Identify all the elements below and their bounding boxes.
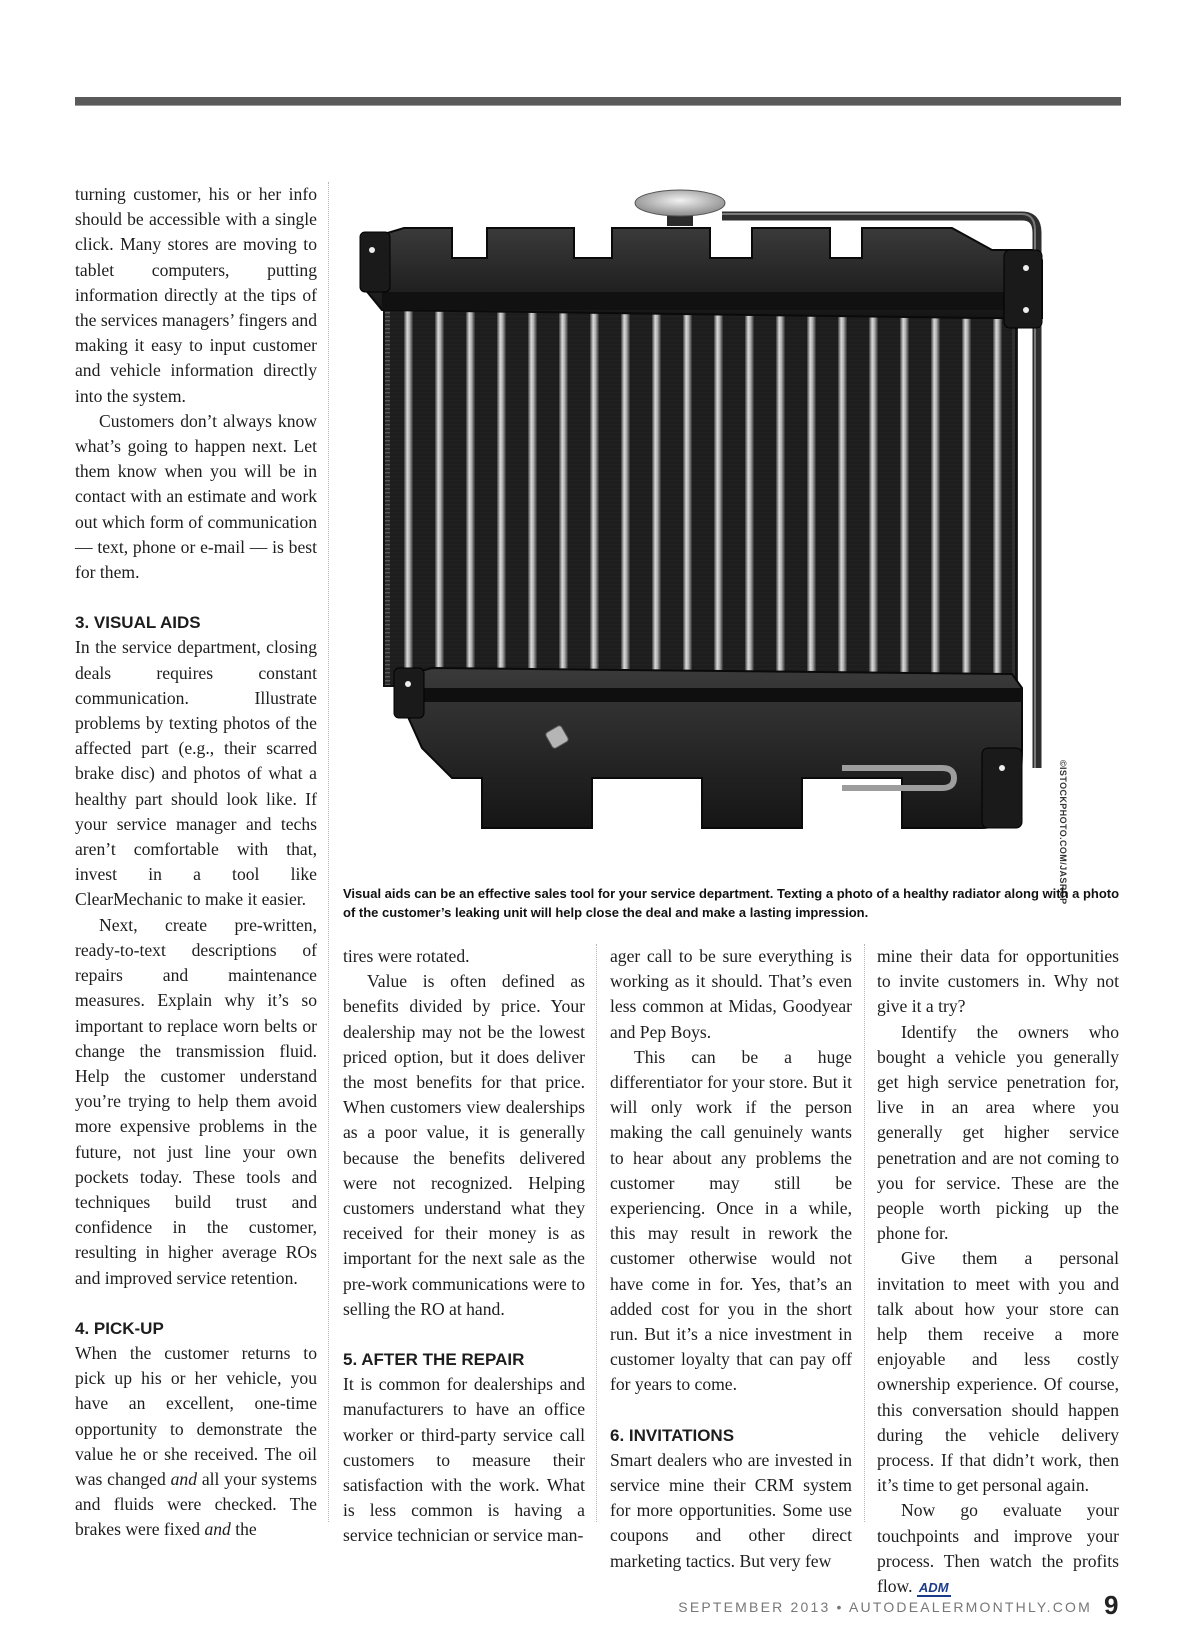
- paragraph: Smart dealers who are invested in service mine their CRM system for more opportunities. Some use coupons and other direct marketing tactics. But very few: [610, 1449, 852, 1571]
- section-heading-invitations: 6. INVITATIONS: [610, 1425, 735, 1445]
- photo-caption: Visual aids can be an effective sales tool for your service department. Texting a photo of a healthy radiator along with a photo of the customer’s leaking unit will help close the deal and make a lasting impression.: [343, 886, 1120, 920]
- radiator-photo: [342, 188, 1122, 880]
- paragraph: Identify the owners who bought a vehicle you generally get high service penetration for, live in an area where you generally get higher service penetration and are not coming to you for service. These are the people worth picking up the phone for.: [877, 1021, 1119, 1244]
- paragraph: tires were rotated.: [343, 946, 470, 966]
- paragraph: ager call to be sure everything is working as it should. That’s even less common at Midas, Goodyear and Pep Boys.: [610, 946, 852, 1042]
- section-heading-visual-aids: 3. VISUAL AIDS: [75, 613, 201, 633]
- paragraph: Give them a personal invitation to meet with you and talk about how your store can help them receive a more enjoyable and less costly ownership experience. Of course, this conversation should happen during the vehicle delivery process. If that didn’t work, then it’s time to get personal again.: [877, 1248, 1119, 1496]
- paragraph: turning customer, his or her info should be accessible with a single click. Many stores are moving to tablet computers, putting information directly at the tips of the services managers’ fingers and making it easy to input customer and vehicle information directly into the system.: [75, 184, 317, 406]
- paragraph: It is common for dealerships and manufacturers to have an office worker or third-party service call customers to measure their satisfaction with the work. What is less common is having a service technician or service man-: [343, 1374, 585, 1546]
- paragraph: Customers don’t always know what’s going to happen next. Let them know when you will be in contact with an estimate and work out which form of communication — text, phone or e-mail — is best for them.: [75, 410, 317, 583]
- column-4: [877, 944, 1119, 1600]
- paragraph: When the customer returns to pick up his or her vehicle, you have an excellent, one-time opportunity to demonstrate the value he or she received. The oil was changed and all your systems and fluids were checked. The brakes were fixed and the: [75, 1342, 317, 1540]
- column-divider: [328, 182, 329, 1522]
- header-rule: [75, 97, 1121, 106]
- paragraph: Next, create pre-written, ready-to-text descriptions of repairs and maintenance measures. Explain why it’s so important to replace worn belts or change the transmission fluid. Help the customer understand you’re trying to help them avoid more expensive problems in the future, not just line your own pockets today. These tools and techniques build trust and confidence in the customer, resulting in higher average ROs and improved service retention.: [75, 914, 317, 1288]
- section-heading-pick-up: 4. PICK-UP: [75, 1318, 164, 1338]
- paragraph: Now go evaluate your touchpoints and improve your process. Then watch the profits flow. ADM: [877, 1500, 1119, 1597]
- photo-credit: ©ISTOCKPHOTO.COM/JASROP: [1058, 760, 1068, 905]
- column-2: [343, 944, 585, 1549]
- page-number: 9: [1104, 1590, 1119, 1620]
- paragraph: mine their data for opportunities to invite customers in. Why not give it a try?: [877, 946, 1119, 1017]
- paragraph: This can be a huge differentiator for your store. But it will only work if the person making the call genuinely wants to hear about any problems the customer may still be experiencing. Once in a while, this may result in rework the customer otherwise would not have come in for. Yes, that’s an added cost for you in the short run. But it’s a nice investment in customer loyalty that can pay off for years to come.: [610, 1046, 852, 1395]
- column-divider: [864, 944, 865, 1522]
- column-divider: [596, 944, 597, 1522]
- footer-issue-line: SEPTEMBER 2013 • AUTODEALERMONTHLY.COM: [678, 1599, 1092, 1615]
- column-3: [610, 944, 852, 1574]
- paragraph: In the service department, closing deals requires constant communication. Illustrate problems by texting photos of the affected part (e.g., their scarred brake disc) and photos of what a healthy part should look like. If your service manager and techs aren’t comfortable with that, invest in a tool like ClearMechanic to make it easier.: [75, 637, 317, 910]
- paragraph: Value is often defined as benefits divided by price. Your dealership may not be the lowest priced option, but it does deliver the most benefits for that price. When customers view dealerships as a poor value, it is generally because the benefits delivered were not recognized. Helping customers understand what they received for their money is as important for the next sale as the pre-work communications were to selling the RO at hand.: [343, 971, 585, 1319]
- column-1: [75, 182, 317, 1543]
- section-heading-after-the-repair: 5. AFTER THE REPAIR: [343, 1350, 525, 1370]
- adm-end-mark: ADM: [918, 1580, 949, 1596]
